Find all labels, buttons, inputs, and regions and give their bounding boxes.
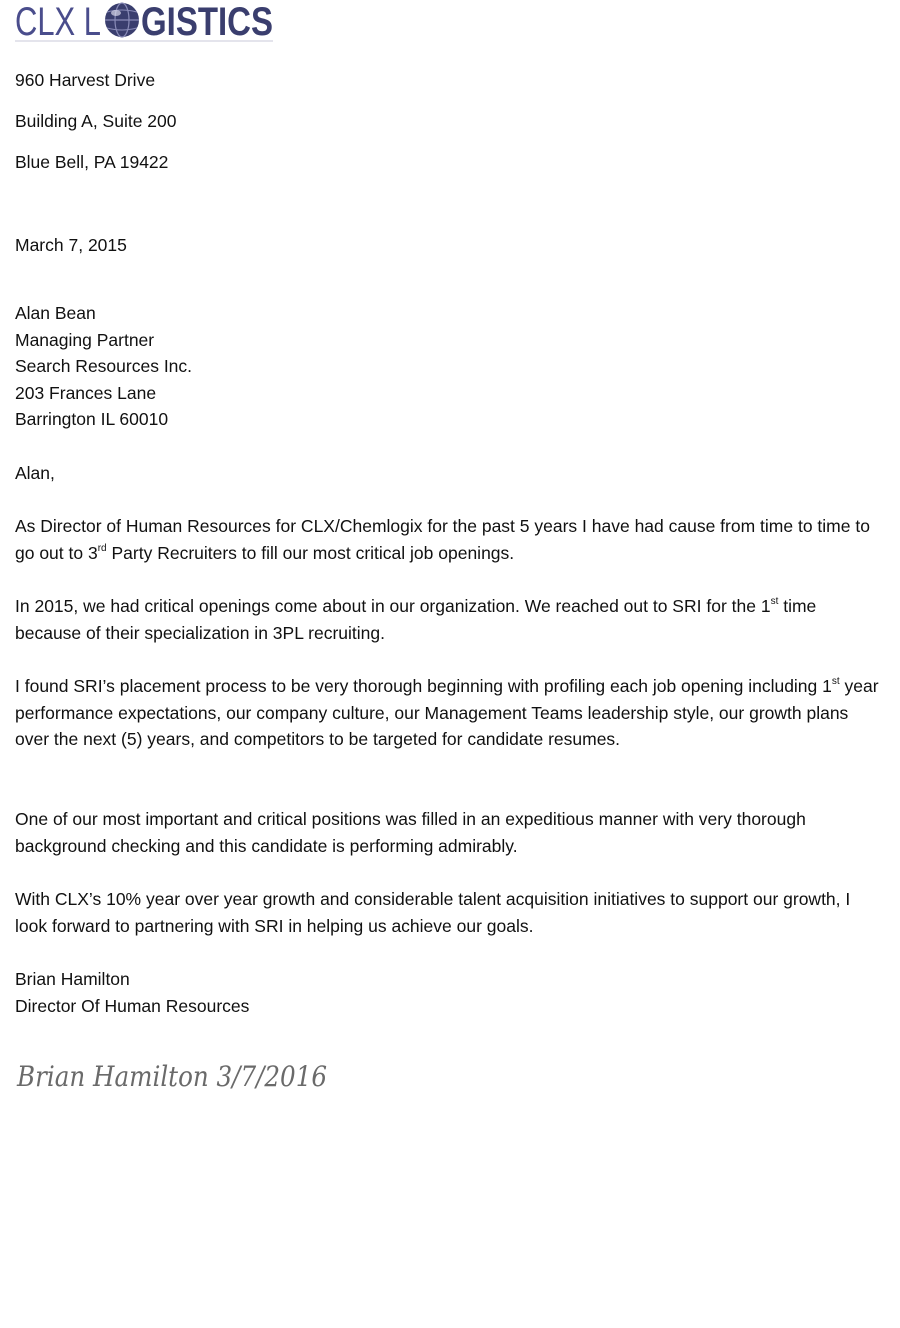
logo-text-right: GISTICS <box>141 0 273 44</box>
closing-name: Brian Hamilton <box>15 969 130 989</box>
paragraph-text: I found SRI’s placement process to be very thorough beginning with profiling each job opening including 1 <box>15 676 832 696</box>
sender-address-line2: Building A, Suite 200 <box>15 111 177 131</box>
paragraph-text: time because of their specialization in 3PL recruiting. <box>15 596 817 643</box>
salutation: Alan, <box>15 463 55 483</box>
logo-text-left: CLX L <box>15 0 101 44</box>
body-paragraph-5: With CLX’s 10% year over year growth and considerable talent acquisition initiatives to support our growth, I look forward to partnering with SRI in helping us achieve our goals. <box>15 889 851 936</box>
closing-title: Director Of Human Resources <box>15 995 250 1016</box>
handwritten-signature <box>15 1052 355 1096</box>
body-paragraph-1 <box>15 513 885 566</box>
closing-block <box>15 966 885 1019</box>
paragraph-text: As Director of Human Resources for CLX/Chemlogix for the past 5 years I have had cause from time to time to go out to 3 <box>15 516 870 563</box>
paragraph-text: year performance expectations, our company culture, our Management Teams leadership style, our growth plans over the next (5) years, and competitors to be targeted for candidate resumes. <box>15 676 879 750</box>
recipient-name: Alan Bean <box>15 303 96 323</box>
recipient-street: 203 Frances Lane <box>15 382 157 403</box>
ordinal-suffix: st <box>770 596 779 608</box>
sender-address-line3: Blue Bell, PA 19422 <box>15 152 169 172</box>
recipient-company: Search Resources Inc. <box>15 356 193 377</box>
globe-icon <box>105 3 139 37</box>
body-paragraph-3 <box>15 673 879 753</box>
recipient-title: Managing Partner <box>15 329 155 350</box>
paragraph-text: Party Recruiters to fill our most critical job openings. <box>106 542 515 563</box>
company-logo <box>15 0 275 42</box>
letter-date: March 7, 2015 <box>15 235 127 255</box>
body-paragraph-4: One of our most important and critical positions was filled in an expeditious manner with very thorough background checking and this candidate is performing admirably. <box>15 809 806 856</box>
paragraph-text: In 2015, we had critical openings come about in our organization. We reached out to SRI for the 1 <box>15 596 771 616</box>
recipient-city: Barrington IL 60010 <box>15 409 169 430</box>
recipient-block <box>15 300 885 433</box>
ordinal-suffix: st <box>831 676 840 688</box>
ordinal-suffix: rd <box>97 542 107 554</box>
signature-text: Brian Hamilton 3/7/2016 <box>16 1060 328 1093</box>
body-paragraph-2 <box>15 593 885 646</box>
sender-address-line1: 960 Harvest Drive <box>15 70 156 90</box>
